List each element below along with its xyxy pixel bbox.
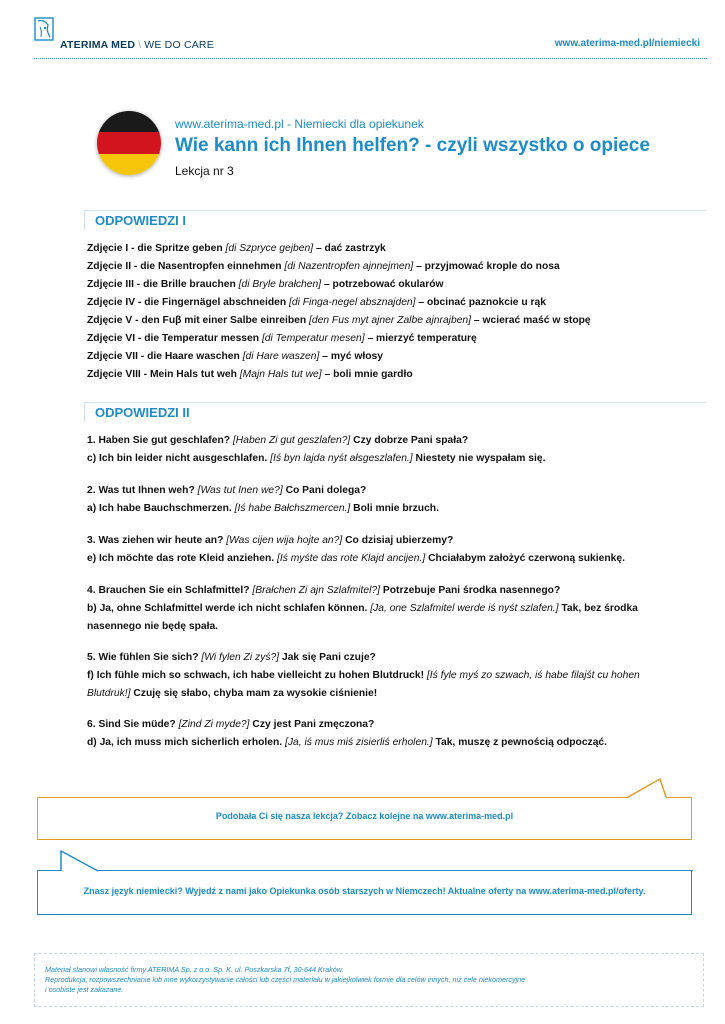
brand-separator: \ bbox=[138, 39, 142, 51]
german-phrase: Zdjęcie V - den Fuβ mit einer Salbe einreiben bbox=[87, 315, 307, 326]
lesson-promo-callout bbox=[37, 797, 692, 840]
german-phrase: Zdjęcie II - die Nasentropfen einnehmen bbox=[87, 261, 282, 272]
section-rule bbox=[84, 402, 706, 403]
german-phrase: Zdjęcie IV - die Fingernägel abschneiden bbox=[87, 297, 287, 308]
section-title: ODPOWIEDZI I bbox=[95, 213, 186, 228]
qa-block bbox=[87, 716, 647, 752]
footer-line-3: i osobiste jest zakazane. bbox=[45, 985, 124, 994]
answers-list-1 bbox=[87, 240, 591, 384]
polish-translation: Potrzebuje Pani środka nasennego? bbox=[382, 585, 561, 596]
polish-translation: – dać zastrzyk bbox=[315, 243, 386, 254]
lesson-subtitle[interactable]: www.aterima-med.pl - Niemiecki dla opiekunek bbox=[175, 117, 424, 131]
pronunciation: [Iś habe Bałchszmercen.] bbox=[234, 503, 351, 514]
section-bracket bbox=[84, 402, 89, 422]
pronunciation: [Majn Hals tut we] bbox=[239, 369, 322, 380]
job-offer-callout bbox=[37, 870, 692, 915]
polish-translation: Czuję się słabo, chyba mam za wysokie ciśnienie! bbox=[133, 688, 378, 699]
answer-line bbox=[87, 667, 647, 703]
qa-block bbox=[87, 532, 647, 568]
section-heading-2 bbox=[84, 402, 706, 422]
german-phrase: Zdjęcie VI - die Temperatur messen bbox=[87, 333, 260, 344]
german-phrase: e) Ich möchte das rote Kleid anziehen. bbox=[87, 553, 275, 564]
german-phrase: a) Ich habe Bauchschmerzen. bbox=[87, 503, 232, 514]
pronunciation: [Iś fyle myś zo szwach, iś habe filajśt cu hohen Blutdruk!] bbox=[87, 670, 640, 699]
german-phrase: 3. Was ziehen wir heute an? bbox=[87, 535, 224, 546]
pronunciation: [Wi fylen Zi zyś?] bbox=[201, 652, 280, 663]
site-url-link[interactable]: www.aterima-med.pl/niemiecki bbox=[554, 38, 700, 49]
german-phrase: 1. Haben Sie gut geschlafen? bbox=[87, 435, 231, 446]
pronunciation: [di Hare waszen] bbox=[242, 351, 320, 362]
answer-row bbox=[87, 276, 591, 294]
polish-translation: Czy dobrze Pani spała? bbox=[353, 435, 469, 446]
polish-translation: – boli mnie gardło bbox=[324, 369, 413, 380]
job-offer-link[interactable]: Znasz język niemiecki? Wyjedź z nami jako Opiekunka osób starszych w Niemczech! Aktualne oferty na www.aterima-med.pl/oferty. bbox=[83, 886, 646, 896]
answer-row bbox=[87, 258, 591, 276]
qa-block bbox=[87, 582, 647, 636]
polish-translation: – potrzebować okularów bbox=[323, 279, 444, 290]
answer-row bbox=[87, 366, 591, 384]
polish-translation: Niestety nie wyspałam się. bbox=[415, 453, 546, 464]
lesson-number: Lekcja nr 3 bbox=[175, 164, 234, 178]
flag-stripe-gold bbox=[97, 154, 161, 175]
polish-translation: Chciałabym założyć czerwoną sukienkę. bbox=[428, 553, 625, 564]
polish-translation: Czy jest Pani zmęczona? bbox=[252, 719, 375, 730]
answer-line bbox=[87, 500, 647, 518]
pronunciation: [di Szpryce gejben] bbox=[225, 243, 314, 254]
speech-tail-icon bbox=[58, 849, 100, 873]
copyright-footer bbox=[34, 953, 704, 1007]
footer-line-2: Reprodukcja, rozpowszechnianie lub inne wykorzystywanie całości lub części materiału w jakiejkolwiek formie dla celów innych, niż cele niekomercyjne bbox=[45, 975, 526, 984]
pronunciation: [Haben Zi gut geszlafen?] bbox=[232, 435, 351, 446]
german-phrase: d) Ja, ich muss mich sicherlich erholen. bbox=[87, 737, 283, 748]
section-heading-1 bbox=[84, 210, 706, 230]
brand-name: ATERIMA MED bbox=[60, 39, 136, 51]
polish-translation: – przyjmować krople do nosa bbox=[416, 261, 560, 272]
german-phrase: Zdjęcie VIII - Mein Hals tut weh bbox=[87, 369, 237, 380]
question-line bbox=[87, 649, 647, 667]
german-phrase: c) Ich bin leider nicht ausgeschlafen. bbox=[87, 453, 268, 464]
german-phrase: Zdjęcie III - die Brille brauchen bbox=[87, 279, 236, 290]
answer-line bbox=[87, 450, 647, 468]
answer-row bbox=[87, 240, 591, 258]
flag-stripe-red bbox=[97, 132, 161, 153]
section-title: ODPOWIEDZI II bbox=[95, 405, 190, 420]
header-divider bbox=[34, 58, 707, 59]
qa-block bbox=[87, 482, 647, 518]
pronunciation: [di Nazentropfen ajnnejmen] bbox=[284, 261, 414, 272]
german-phrase: Zdjęcie I - die Spritze geben bbox=[87, 243, 223, 254]
flag-stripe-black bbox=[97, 111, 161, 132]
pronunciation: [di Bryle brałchen] bbox=[238, 279, 322, 290]
section-rule bbox=[84, 210, 706, 211]
german-phrase: f) Ich fühle mich so schwach, ich habe vielleicht zu hohen Blutdruck! bbox=[87, 670, 424, 681]
german-phrase: 6. Sind Sie müde? bbox=[87, 719, 176, 730]
polish-translation: – obcinać paznokcie u rąk bbox=[418, 297, 547, 308]
speech-tail-icon bbox=[626, 775, 668, 799]
question-line bbox=[87, 482, 647, 500]
pronunciation: [Iś byn lajda nyśt ałsgeszlafen.] bbox=[270, 453, 413, 464]
answer-row bbox=[87, 312, 591, 330]
german-phrase: 4. Brauchen Sie ein Schlafmittel? bbox=[87, 585, 250, 596]
pronunciation: [Zind Zi myde?] bbox=[178, 719, 250, 730]
pronunciation: [di Temperatur mesen] bbox=[261, 333, 365, 344]
german-phrase: 5. Wie fühlen Sie sich? bbox=[87, 652, 199, 663]
pronunciation: [di Finga-negel absznajden] bbox=[289, 297, 416, 308]
pronunciation: [Was cijen wija hojte an?] bbox=[226, 535, 343, 546]
qa-block bbox=[87, 432, 647, 468]
polish-translation: Jak się Pani czuje? bbox=[281, 652, 376, 663]
page-title: Wie kann ich Ihnen helfen? - czyli wszystko o opiece bbox=[175, 135, 650, 156]
answer-row bbox=[87, 348, 591, 366]
polish-translation: Co Pani dolega? bbox=[285, 485, 367, 496]
polish-translation: Boli mnie brzuch. bbox=[353, 503, 439, 514]
question-line bbox=[87, 432, 647, 450]
german-phrase: Zdjęcie VII - die Haare waschen bbox=[87, 351, 240, 362]
pronunciation: [den Fus myt ajner Zalbe ajnrajben] bbox=[309, 315, 472, 326]
answer-row bbox=[87, 330, 591, 348]
polish-translation: Tak, bez środka nasennego nie będę spała. bbox=[87, 603, 638, 632]
section-bracket bbox=[84, 210, 89, 230]
question-line bbox=[87, 716, 647, 734]
answer-line bbox=[87, 550, 647, 568]
polish-translation: – wcierać maść w stopę bbox=[473, 315, 591, 326]
german-phrase: b) Ja, ohne Schlafmittel werde ich nicht schlafen können. bbox=[87, 603, 368, 614]
polish-translation: – myć włosy bbox=[322, 351, 383, 362]
qa-block bbox=[87, 649, 647, 703]
pronunciation: [Iś myśte das rote Klajd ancijen.] bbox=[276, 553, 426, 564]
polish-translation: Tak, muszę z pewnością odpocząć. bbox=[435, 737, 608, 748]
polish-translation: – mierzyć temperaturę bbox=[367, 333, 477, 344]
question-line bbox=[87, 532, 647, 550]
footer-line-1: Materiał stanowi własność firmy ATERIMA Sp. z o.o. Sp. K. ul. Puszkarska 7f, 30-644 Kraków. bbox=[45, 965, 344, 974]
pronunciation: [Ja, iś mus miś zisierliś erholen.] bbox=[285, 737, 433, 748]
answer-line bbox=[87, 734, 647, 752]
pronunciation: [Ja, one Szlafmitel werde iś nyśt szlafen.] bbox=[370, 603, 559, 614]
answer-row bbox=[87, 294, 591, 312]
german-flag-icon bbox=[97, 111, 161, 175]
question-line bbox=[87, 582, 647, 600]
pronunciation: [Brałchen Zi ajn Szlafmitel?] bbox=[252, 585, 381, 596]
lesson-promo-link[interactable]: Podobała Ci się nasza lekcja? Zobacz kolejne na www.aterima-med.pl bbox=[215, 811, 514, 821]
answer-line bbox=[87, 600, 647, 636]
pronunciation: [Was tut Inen we?] bbox=[197, 485, 283, 496]
german-phrase: 2. Was tut Ihnen weh? bbox=[87, 485, 195, 496]
brand-logo[interactable] bbox=[34, 17, 234, 57]
brand-slogan: WE DO CARE bbox=[144, 39, 214, 51]
polish-translation: Co dzisiaj ubierzemy? bbox=[345, 535, 454, 546]
